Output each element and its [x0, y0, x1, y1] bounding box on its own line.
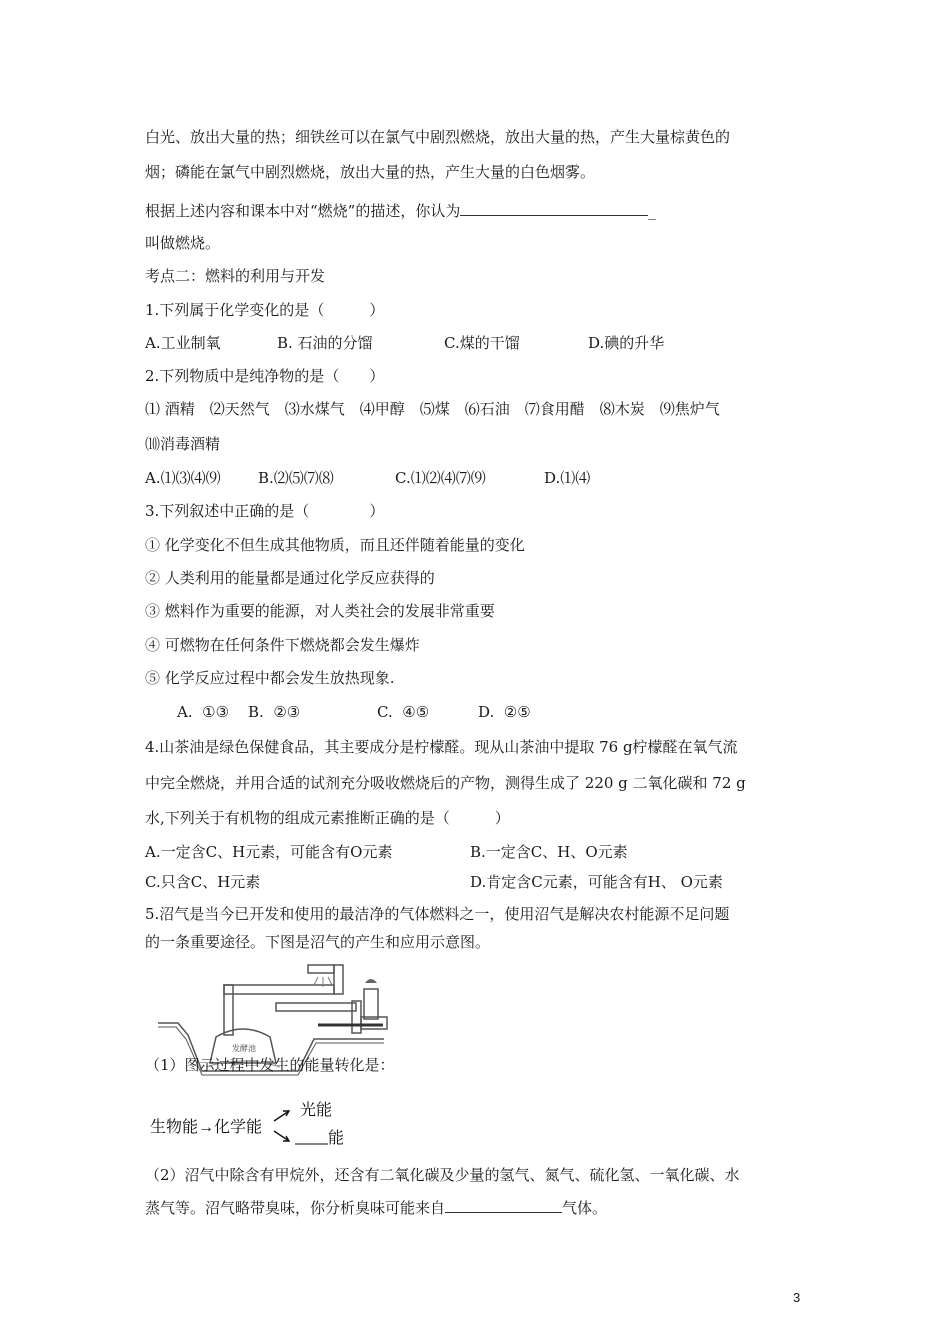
q4-option-b[interactable]: B.一定含C、H、O元素	[470, 843, 628, 861]
energy-light: 光能	[300, 1102, 333, 1119]
stove-branch	[276, 1003, 356, 1011]
gas-pipe-left	[224, 985, 233, 1035]
q5-sub1: （1）图示过程中发生的能量转化是：	[145, 1056, 395, 1074]
energy-down: 能	[328, 1130, 345, 1147]
gas-pipe-riser	[334, 965, 343, 994]
stove-flame	[365, 979, 377, 983]
section-title: 考点二：燃料的利用与开发	[145, 267, 326, 285]
q3-option-b[interactable]: B. ②③	[248, 703, 301, 721]
q2-items-line-2: ⑽消毒酒精	[145, 435, 221, 453]
intro-line-4: 叫做燃烧。	[145, 234, 221, 252]
q4-option-d[interactable]: D.肯定含C元素，可能含有H、 O元素	[470, 873, 723, 891]
q4-option-c[interactable]: C.只含C、H元素	[145, 873, 261, 891]
q5-sub2-line-2	[145, 1196, 607, 1218]
q2-option-a[interactable]: A.⑴⑶⑷⑼	[145, 469, 221, 487]
intro-line-2: 烟；磷能在氯气中剧烈燃烧，放出大量的热，产生大量的白色烟雾。	[145, 163, 596, 181]
q5-sub2-line-1: （2）沼气中除含有甲烷外，还含有二氧化碳及少量的氢气、氮气、硫化氢、一氧化碳、水	[145, 1166, 740, 1184]
digester-label: 发酵池	[232, 1044, 256, 1053]
q2-items-line-1: ⑴ 酒精 ⑵天然气 ⑶水煤气 ⑷甲醇 ⑸煤 ⑹石油 ⑺食用醋 ⑻木炭 ⑼焦炉气	[145, 400, 720, 418]
q4-line-3: 水,下列关于有机物的组成元素推断正确的是（ ）	[145, 809, 510, 827]
odor-blank[interactable]	[445, 1196, 562, 1213]
q2-option-c[interactable]: C.⑴⑵⑷⑺⑼	[395, 469, 486, 487]
q3-option-a[interactable]: A. ①③	[177, 703, 230, 721]
q3-option-c[interactable]: C. ④⑤	[377, 703, 430, 721]
q1-option-a[interactable]: A.工业制氧	[145, 334, 221, 352]
q5-sub2-text: 蒸气等。沼气略带臭味，你分析臭味可能来自	[145, 1199, 446, 1217]
q3-statement-4: ④ 可燃物在任何条件下燃烧都会发生爆炸	[145, 636, 420, 654]
intro-line-3-text: 根据上述内容和课本中对“燃烧”的描述，你认为	[145, 202, 461, 220]
q2-option-d[interactable]: D.⑴⑷	[544, 469, 591, 487]
q3-stem: 3.下列叙述中正确的是（ ）	[145, 502, 385, 520]
q4-line-1: 4.山茶油是绿色保健食品，其主要成分是柠檬醛。现从山茶油中提取 76 g柠檬醛在氧气流	[145, 738, 738, 756]
q3-statement-2: ② 人类利用的能量都是通过化学反应获得的	[145, 569, 435, 587]
q1-option-b[interactable]: B. 石油的分馏	[277, 334, 373, 352]
answer-blank[interactable]	[460, 199, 648, 216]
intro-line-3-tail: _	[648, 202, 656, 220]
q2-stem: 2.下列物质中是纯净物的是（ ）	[145, 367, 385, 385]
q1-option-d[interactable]: D.碘的升华	[588, 334, 665, 352]
energy-left: 生物能→化学能	[150, 1119, 263, 1136]
energy-conversion	[150, 1097, 350, 1149]
q1-stem: 1.下列属于化学变化的是（ ）	[145, 301, 385, 319]
q1-option-c[interactable]: C.煤的干馏	[444, 334, 520, 352]
q4-line-2: 中完全燃烧，并用合适的试剂充分吸收燃烧后的产物，测得生成了 220 g 二氧化碳和 72 g	[145, 774, 746, 792]
q4-option-a[interactable]: A.一定含C、H元素，可能含有O元素	[145, 843, 393, 861]
q3-statement-1: ① 化学变化不但生成其他物质，而且还伴随着能量的变化	[145, 536, 525, 554]
q3-statement-3: ③ 燃料作为重要的能源，对人类社会的发展非常重要	[145, 602, 495, 620]
lamp-branch	[308, 965, 334, 973]
q3-statement-5: ⑤ 化学反应过程中都会发生放热现象.	[145, 669, 395, 687]
gas-pipe-top	[224, 985, 334, 994]
page-number: 3	[793, 1290, 801, 1305]
intro-line-1: 白光、放出大量的热；细铁丝可以在氯气中剧烈燃烧，放出大量的热，产生大量棕黄色的	[145, 128, 731, 146]
q5-sub2-tail: 气体。	[562, 1199, 608, 1217]
q5-line-2: 的一条重要途径。下图是沼气的产生和应用示意图。	[145, 933, 491, 951]
stove-body	[364, 989, 378, 1019]
q5-line-1: 5.沼气是当今已开发和使用的最洁净的气体燃料之一，使用沼气是解决农村能源不足问题	[145, 905, 730, 923]
q3-option-d[interactable]: D. ②⑤	[478, 703, 531, 721]
intro-line-3	[145, 199, 656, 221]
q2-option-b[interactable]: B.⑵⑸⑺⑻	[258, 469, 334, 487]
